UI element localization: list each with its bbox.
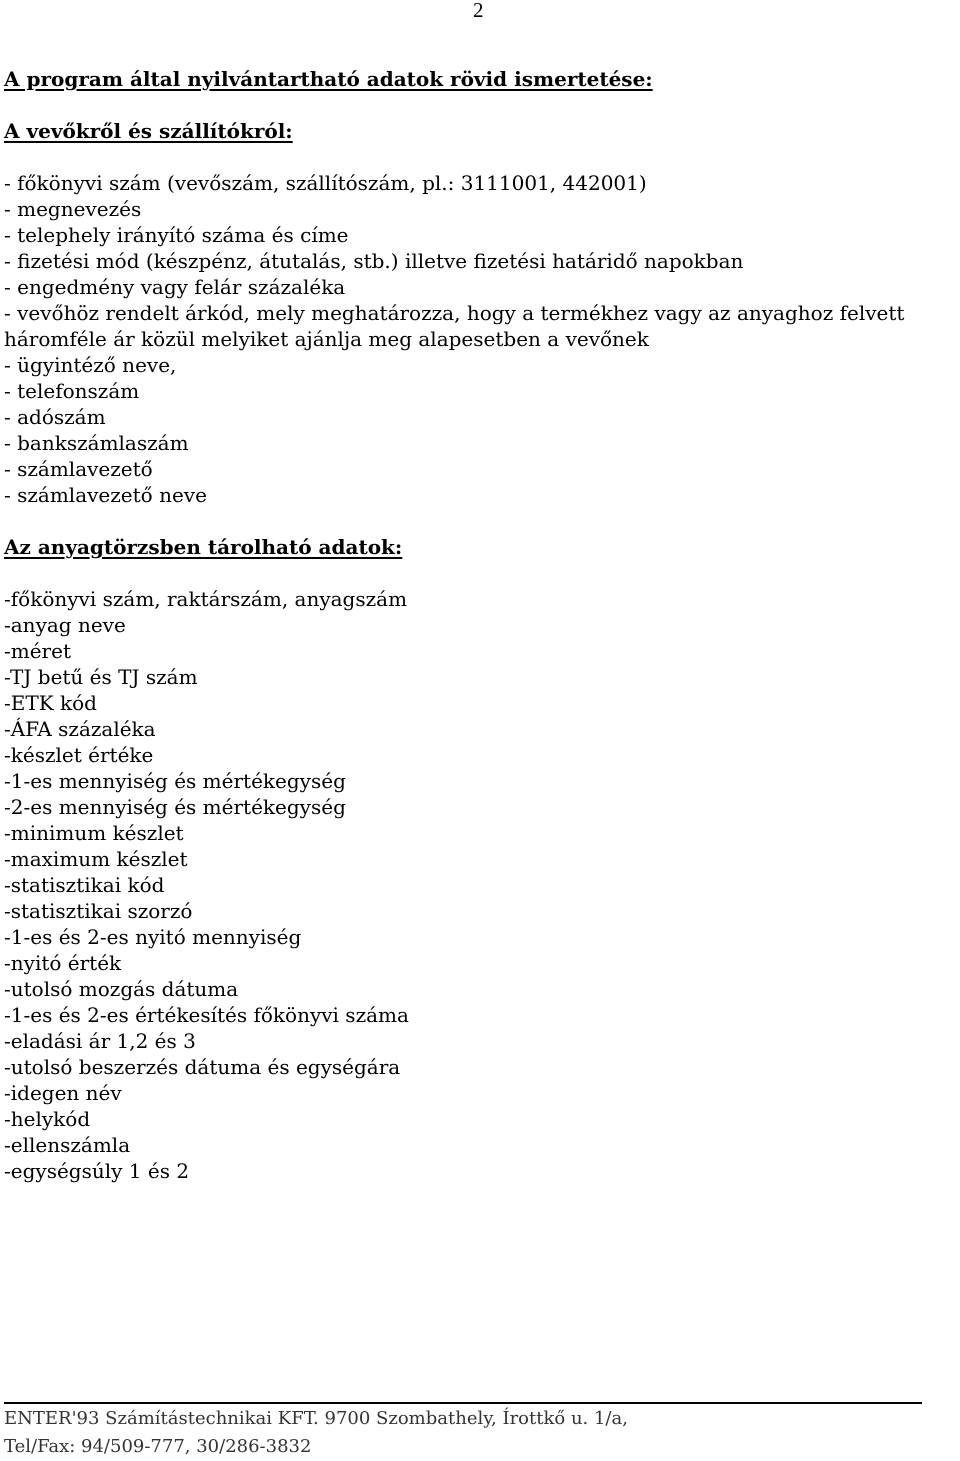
list-item: -1-es és 2-es értékesítés főkönyvi száma xyxy=(4,1003,409,1027)
list-item: -1-es mennyiség és mértékegység xyxy=(4,769,346,793)
footer-contact-phone: Tel/Fax: 94/509-777, 30/286-3832 xyxy=(4,1436,312,1457)
list-item: -nyitó érték xyxy=(4,951,122,975)
materials-heading: Az anyagtörzsben tárolható adatok: xyxy=(4,535,403,559)
list-item: -ellenszámla xyxy=(4,1133,131,1157)
spacer xyxy=(4,92,958,118)
list-item: -anyag neve xyxy=(4,613,126,637)
list-item: - adószám xyxy=(4,405,106,429)
list-item: -statisztikai szorzó xyxy=(4,899,193,923)
list-item: - engedmény vagy felár százaléka xyxy=(4,275,346,299)
list-item: - telephely irányító száma és címe xyxy=(4,223,349,247)
list-item: - főkönyvi szám (vevőszám, szállítószám, pl.: 3111001, 442001) xyxy=(4,171,647,195)
list-item: -utolsó mozgás dátuma xyxy=(4,977,239,1001)
list-item: - számlavezető neve xyxy=(4,483,207,507)
list-item: -TJ betű és TJ szám xyxy=(4,665,198,689)
list-item: -statisztikai kód xyxy=(4,873,165,897)
page-number: 2 xyxy=(473,0,484,22)
list-item: - megnevezés xyxy=(4,197,142,221)
main-heading: A program által nyilvántartható adatok rövid ismertetése: xyxy=(4,67,653,91)
list-item: -ETK kód xyxy=(4,691,97,715)
spacer xyxy=(4,508,958,534)
customers-heading: A vevőkről és szállítókról: xyxy=(4,119,293,143)
list-item: -2-es mennyiség és mértékegység xyxy=(4,795,346,819)
list-item: -idegen név xyxy=(4,1081,122,1105)
list-item: -utolsó beszerzés dátuma és egységára xyxy=(4,1055,401,1079)
footer-divider xyxy=(4,1402,922,1404)
list-item: - számlavezető xyxy=(4,457,153,481)
list-item: -maximum készlet xyxy=(4,847,188,871)
list-item: - vevőhöz rendelt árkód, mely meghatározza, hogy a termékhez vagy az anyaghoz felvett xyxy=(4,301,905,325)
list-item: -méret xyxy=(4,639,71,663)
list-item: -ÁFA százaléka xyxy=(4,717,156,741)
list-item: háromféle ár közül melyiket ajánlja meg alapesetben a vevőnek xyxy=(4,327,649,351)
list-item: -1-es és 2-es nyitó mennyiség xyxy=(4,925,302,949)
document-body xyxy=(4,66,958,1184)
list-item: -eladási ár 1,2 és 3 xyxy=(4,1029,196,1053)
list-item: -minimum készlet xyxy=(4,821,184,845)
spacer xyxy=(4,144,958,170)
list-item: - fizetési mód (készpénz, átutalás, stb.) illetve fizetési határidő napokban xyxy=(4,249,744,273)
list-item: -főkönyvi szám, raktárszám, anyagszám xyxy=(4,587,408,611)
list-item: -készlet értéke xyxy=(4,743,154,767)
materials-list xyxy=(4,586,958,1184)
list-item: -helykód xyxy=(4,1107,91,1131)
list-item: - ügyintéző neve, xyxy=(4,353,177,377)
footer-company-address: ENTER'93 Számítástechnikai KFT. 9700 Szombathely, Írottkő u. 1/a, xyxy=(4,1408,628,1429)
list-item: - telefonszám xyxy=(4,379,140,403)
list-item: - bankszámlaszám xyxy=(4,431,189,455)
spacer xyxy=(4,560,958,586)
customers-list xyxy=(4,170,958,508)
list-item: -egységsúly 1 és 2 xyxy=(4,1159,190,1183)
footer xyxy=(4,1405,628,1461)
